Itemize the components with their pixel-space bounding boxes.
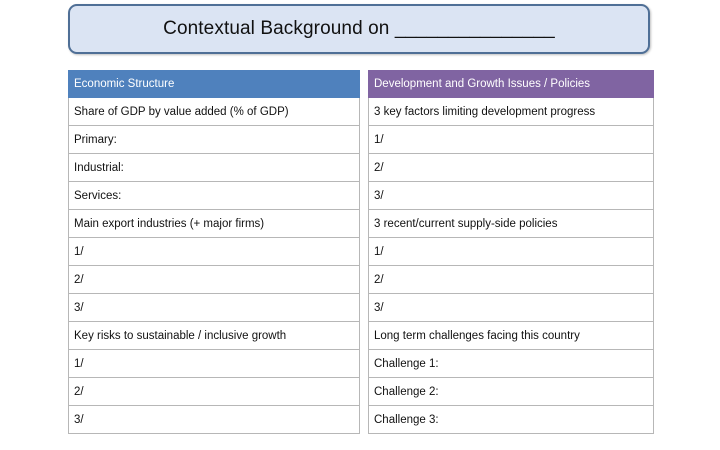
right-cell: 2/ <box>368 266 654 294</box>
left-cell: 2/ <box>68 378 360 406</box>
worksheet-table <box>68 70 654 434</box>
table-row <box>68 154 654 182</box>
right-cell: 3 recent/current supply-side policies <box>368 210 654 238</box>
title-banner <box>68 4 650 54</box>
table-row <box>68 98 654 126</box>
right-cell: 3 key factors limiting development progress <box>368 98 654 126</box>
table-row <box>68 294 654 322</box>
right-cell: 1/ <box>368 126 654 154</box>
left-cell: 3/ <box>68 294 360 322</box>
right-cell: Challenge 2: <box>368 378 654 406</box>
left-cell: Share of GDP by value added (% of GDP) <box>68 98 360 126</box>
page-title: Contextual Background on _______________ <box>163 18 555 39</box>
left-cell: Primary: <box>68 126 360 154</box>
left-cell: Key risks to sustainable / inclusive growth <box>68 322 360 350</box>
right-cell: 3/ <box>368 182 654 210</box>
left-cell: 3/ <box>68 406 360 434</box>
left-cell: Main export industries (+ major firms) <box>68 210 360 238</box>
right-cell: Long term challenges facing this country <box>368 322 654 350</box>
right-cell: 3/ <box>368 294 654 322</box>
table-row <box>68 238 654 266</box>
table-row <box>68 350 654 378</box>
right-cell: 1/ <box>368 238 654 266</box>
table-row <box>68 322 654 350</box>
left-cell: Services: <box>68 182 360 210</box>
left-cell: Industrial: <box>68 154 360 182</box>
table-row <box>68 378 654 406</box>
right-cell: Challenge 1: <box>368 350 654 378</box>
table-row <box>68 406 654 434</box>
left-cell: 1/ <box>68 238 360 266</box>
left-column-header: Economic Structure <box>68 70 360 98</box>
right-cell: Challenge 3: <box>368 406 654 434</box>
table-row <box>68 210 654 238</box>
table-header-row <box>68 70 654 98</box>
table-row <box>68 126 654 154</box>
right-cell: 2/ <box>368 154 654 182</box>
left-cell: 2/ <box>68 266 360 294</box>
left-cell: 1/ <box>68 350 360 378</box>
right-column-header: Development and Growth Issues / Policies <box>368 70 654 98</box>
table-row <box>68 182 654 210</box>
table-row <box>68 266 654 294</box>
